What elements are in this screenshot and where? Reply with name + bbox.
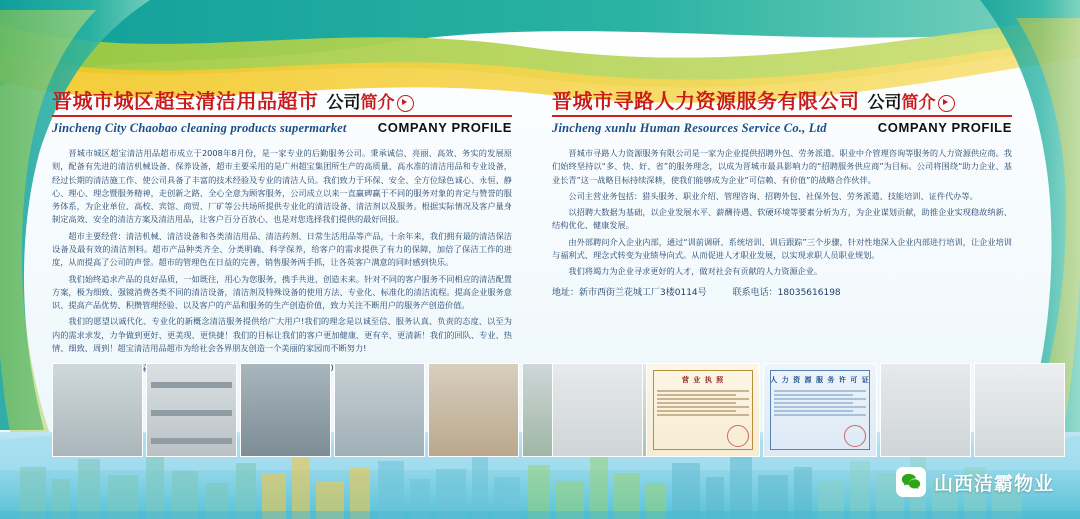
wechat-account-name: 山西洁霸物业	[933, 472, 1054, 495]
left-subheadline	[52, 120, 512, 136]
photo-meeting-room	[974, 363, 1065, 457]
right-paragraph-1: 晋城市寻路人力资源服务有限公司是一家为企业提供招聘外包、劳务派遣、职业中介管理咨询等服务的人力资源供应商。我们始终坚持以“多、快、好、省”的服务理念，以成为晋城市最具影响力的“招聘服务供应商”为目标。公司将围绕“助力企业、基业长青”这一战略目标持续深耕，使我们能够成为企业“可信赖、有价值”的战略合作伙伴。	[552, 148, 1012, 185]
right-photo-strip	[552, 363, 1065, 457]
photo-cleaning-product-shelf	[146, 363, 237, 457]
right-company-profile-en: COMPANY PROFILE	[877, 120, 1012, 135]
photo-business-license-certificate	[646, 363, 760, 457]
right-paragraph-2: 公司主营业务包括：猎头服务、职业介绍、管理咨询、招聘外包、社保外包、劳务派遣、技能培训、证件代办等。	[568, 190, 978, 201]
right-phone	[733, 285, 841, 298]
right-profile-label-text: 公司	[867, 93, 902, 113]
left-headline	[52, 88, 512, 117]
right-profile-label	[868, 88, 955, 113]
arrow-right-icon	[938, 95, 955, 112]
hr-license-title: 人 力 资 源 服 务 许 可 证	[770, 376, 870, 384]
right-paragraph-4: 由外部聘问介入企业内部，通过“训前调研、系统培训、训后跟踪”三个步骤，针对性地深入企业内部进行培训，让企业培训与福利式、理念式转变为业绩导向式。从而促进人才职业发展，以实现求职人员职业规划。	[552, 236, 1012, 260]
left-paragraph-4: 我们的愿望以诚代化、专业化的新概念清洁服务提供给广大用户!我们的理念是以诚至信、服务认真、负责的态度、以至为内的需求求发，力争做到更好、更美现、更快捷！我们的目标让我们的客户更加健康、更有辛、更清新！我们的回队、专业、热情、细致、周到！超宝清洁用品超市为给社会各界朋友创造一个美丽的家园而不断努力!	[52, 316, 512, 353]
photo-stacked-basins	[334, 363, 425, 457]
business-license-title: 营 业 执 照	[681, 376, 725, 384]
left-profile-label-red: 简介	[360, 93, 395, 113]
red-seal-icon	[844, 425, 866, 447]
left-company-name-en: Jincheng City Chaobao cleaning products supermarket	[52, 121, 347, 135]
photo-office-interior	[552, 363, 643, 457]
photo-woven-baskets	[428, 363, 519, 457]
right-paragraph-5: 我们将竭力为企业寻求更好的人才，做对社会有贡献的人力资源企业。	[568, 266, 823, 277]
wechat-badge	[896, 467, 1054, 497]
right-profile-label-red: 简介	[901, 93, 936, 113]
arrow-right-icon	[397, 95, 414, 112]
right-company-name-en: Jincheng xunlu Human Resources Service Co., Ltd	[552, 121, 827, 135]
photo-office-workstations	[880, 363, 971, 457]
left-body-text	[52, 147, 512, 355]
right-address-value: 新市西街兰花城工厂3楼0114号	[579, 287, 707, 298]
right-paragraph-3: 以招聘大数据为基础，以企业发展水平、薪酬待遇、软硬环境等要素分析为方，为企业谋划贡献，助推企业实现稳故纳新、结构优化、健康发展。	[552, 207, 1012, 231]
right-phone-label: 联系电话：	[732, 287, 778, 298]
photo-shelf-of-cleaning-bottles	[52, 363, 143, 457]
photo-hr-service-license	[763, 363, 877, 457]
left-profile-label-text: 公司	[326, 93, 361, 113]
left-paragraph-2: 超市主要经营：清洁机械、清洁设备和各类清洁用品、清洁药剂、日常生活用品等产品，十余年来，我们拥有最的清洁保洁设备及最有效的清洁剂料。超市产品种类齐全、分类明确、科学保养，给客户的需求提供了有力的保障，加倍了保洁工作的进度，从而提高了公司的声誉。超市的管理色在日益的完善，销售服务两手抓，让各英客户满意的同时感到快乐。	[52, 230, 512, 268]
left-paragraph-3: 我们始终追求产品的良好品质，一如既往，用心为您服务，携手共进，创造未来。针对不同的客户服务不同相应的清洁配置方案，极为细致、强镜消费各类不同的清洁设备，清洁剂及特殊设备的使用方法、专业化、标准化的清洁流程。提高企业服务意识、提高产品优势、积攒管理经验、以及客户的产品和服务的生产创造价值，致力关注不断用户的服务产创造价值。	[52, 273, 512, 311]
right-company-name: 晋城市寻路人力资源服务有限公司	[552, 89, 860, 113]
red-seal-icon	[727, 425, 749, 447]
right-address	[552, 285, 707, 298]
photo-mop-bucket-cart	[240, 363, 331, 457]
left-profile-label	[327, 88, 414, 113]
left-company-profile-en: COMPANY PROFILE	[377, 120, 512, 135]
left-paragraph-1: 晋城市城区超宝清洁用品超市成立于2008年8月份，是一家专业的后勤服务公司。秉承诚信、亮丽、高效、务实的发展原则，配备有先进的清洁机械设备、保养设备，超市主要采用的是广州超宝集团所生产的高质量、高水准的清洁用品和专业设备，经过长期的清洁施工作、使公司具备了丰富的技术经验及专业的清洁人员。我们致力于环保、安全、全方位绿色诚心、永恒、静心、理心、理念暨服务精神，走创新之路、全心全意为顾客服务，公司成立以来一直赢碑赢于不同的服务对象的肯定与赞誉的服务体系，为企业单位、高校、宾馆、商贸、厂矿等公共场所提供专业化的清洁设备、清洁剂以及服务。根据实际情况及客户量身制定高效、安全的清洁方案及清洁用品，让客户百分百放心、也是对您选择我们提供的最好回报。	[52, 148, 512, 225]
left-company-name: 晋城市城区超宝清洁用品超市	[52, 89, 319, 113]
wechat-icon	[896, 467, 926, 497]
right-headline	[552, 88, 1012, 117]
right-contact-line	[552, 285, 1012, 298]
right-body-text	[552, 147, 1012, 279]
right-subheadline	[552, 120, 1012, 136]
right-address-label: 地址：	[552, 287, 580, 298]
right-phone-value: 18035616198	[777, 287, 841, 298]
